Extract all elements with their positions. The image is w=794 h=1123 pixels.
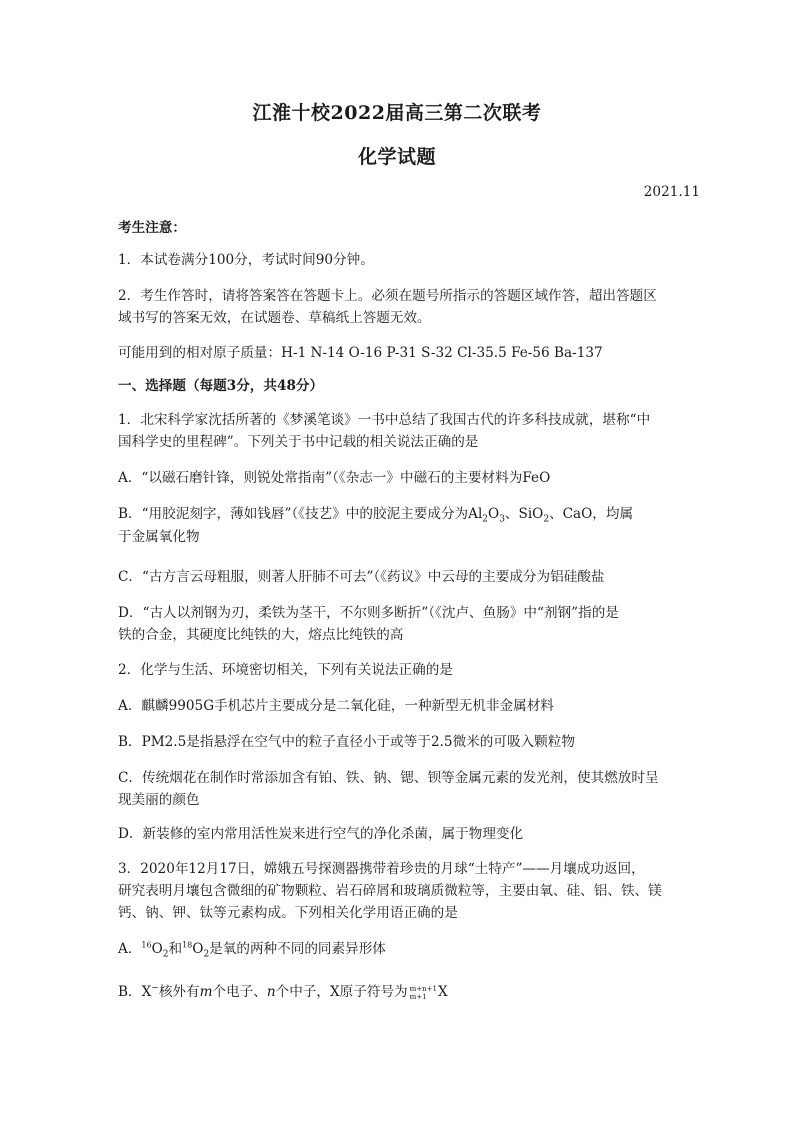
q1-option-d-line2: 铁的合金，其硬度比纯铁的大，熔点比纯铁的高	[118, 627, 404, 643]
q3-option-b	[118, 982, 678, 1002]
exam-title: 江淮十校2022届高三第二次联考	[252, 102, 542, 124]
q2-option-a: A．麒麟9905G手机芯片主要成分是二氧化硅，一种新型无机非金属材料	[118, 698, 554, 714]
notice-item-1: 1．本试卷满分100分，考试时间90分钟。	[118, 252, 374, 268]
atomic-masses: 可能用到的相对原子质量：H-1 N-14 O-16 P-31 S-32 Cl-35.5 Fe-56 Ba-137	[118, 345, 603, 361]
q1-option-a: A．“以磁石磨针锋，则锐处常指南”（《杂志一》中磁石的主要材料为FeO	[118, 470, 551, 486]
q3-a-o2: O	[192, 941, 204, 957]
q1-option-b-cont: 于金属氧化物	[118, 529, 200, 545]
notice-item-2-cont: 域书写的答案无效，在试题卷、草稿纸上答题无效。	[118, 310, 431, 326]
q1-stem-line2: 国科学史的里程碑”。下列关于书中记载的相关说法正确的是	[118, 434, 479, 450]
q1-option-b: B．“用胶泥刻字，薄如钱唇”（《技艺》中的胶泥主要成分为$Al_2O_3$、SiO$_2$、CaO，均属	[118, 506, 634, 525]
q3-a-mass1: 16	[141, 940, 152, 950]
q3-b-charge: −	[151, 983, 159, 994]
q2-option-c-line2: 现美丽的颜色	[118, 792, 200, 808]
q3-a-o1: O	[151, 941, 163, 957]
q3-a-post: 是氧的两种不同的同素异形体	[209, 941, 386, 957]
q3-b-mass-number: m+n+1	[409, 984, 437, 993]
exam-subtitle: 化学试题	[357, 146, 436, 168]
q3-a-label: A．	[118, 941, 142, 957]
q3-b-atomic-number: m+1	[409, 992, 427, 1001]
q2-option-d: D．新装修的室内常用活性炭来进行空气的净化杀菌，属于物理变化	[118, 826, 524, 842]
q3-b-symbol: X	[438, 984, 448, 1000]
q3-b-pre: B．X	[118, 984, 152, 1000]
q3-b-mid2: 个电子、	[212, 984, 267, 1000]
q3-option-a: A．$^{16}O_2$和$^{18}O_2$是氧的两种不同的同素异形体	[118, 940, 386, 960]
q3-b-nuclide-numbers	[410, 985, 437, 1001]
q1-stem-line1: 1．北宋科学家沈括所著的《梦溪笔谈》一书中总结了我国古代的许多科技成就，堪称“中	[118, 412, 651, 428]
q2-stem: 2．化学与生活、环境密切相关，下列有关说法正确的是	[118, 662, 453, 678]
q1-option-c: C．“古方言云母粗服，则著人肝肺不可去”（《药议》中云母的主要成分为铝硅酸盐	[118, 569, 605, 585]
q3-a-mass2: 18	[182, 940, 193, 950]
q3-b-n: n	[266, 984, 276, 1000]
q3-a-and: 和	[168, 941, 183, 957]
q1-option-d-line1: D．“古人以剂钢为刃，柔铁为茎干，不尔则多断折”（《沈卢、鱼肠》中“剂钢”指的是	[118, 605, 619, 621]
notice-item-2: 2．考生作答时，请将答案答在答题卡上。必须在题号所指示的答题区域作答，超出答题区	[118, 288, 657, 304]
q1-b-text1: B．“用胶泥刻字，薄如钱唇”（《技艺》中的胶泥主要成分为Al	[118, 506, 483, 522]
q2-option-b: B．PM2.5是指悬浮在空气中的粒子直径小于或等于2.5微米的可吸入颗粒物	[118, 734, 575, 750]
q3-stem-line2: 研究表明月壤包含微细的矿物颗粒、岩石碎屑和玻璃质微粒等，主要由氧、硅、铝、铁、镁	[118, 883, 662, 899]
section1-heading: 一、选择题（每题3分，共48分）	[118, 378, 324, 394]
notice-heading: 考生注意：	[118, 220, 186, 236]
q3-b-mid1: 核外有	[158, 984, 200, 1000]
q3-b-mid3: 个中子，X原子符号为	[275, 984, 408, 1000]
q3-stem-line3: 钙、钠、钾、钛等元素构成。下列相关化学用语正确的是	[118, 905, 458, 921]
q3-b-m: m	[199, 984, 213, 1000]
q1-b-text2: O	[488, 506, 500, 522]
exam-date: 2021.11	[643, 184, 700, 200]
q3-stem-line1: 3．2020年12月17日，嫦娥五号探测器携带着珍贵的月球“土特产”——月壤成功返回，	[118, 861, 645, 877]
q1-b-text4: 、CaO，均属	[549, 506, 634, 522]
q1-b-text3: 、SiO	[504, 506, 544, 522]
q2-option-c-line1: C．传统烟花在制作时常添加含有铂、铁、钠、锶、钡等金属元素的发光剂，使其燃放时呈	[118, 770, 659, 786]
